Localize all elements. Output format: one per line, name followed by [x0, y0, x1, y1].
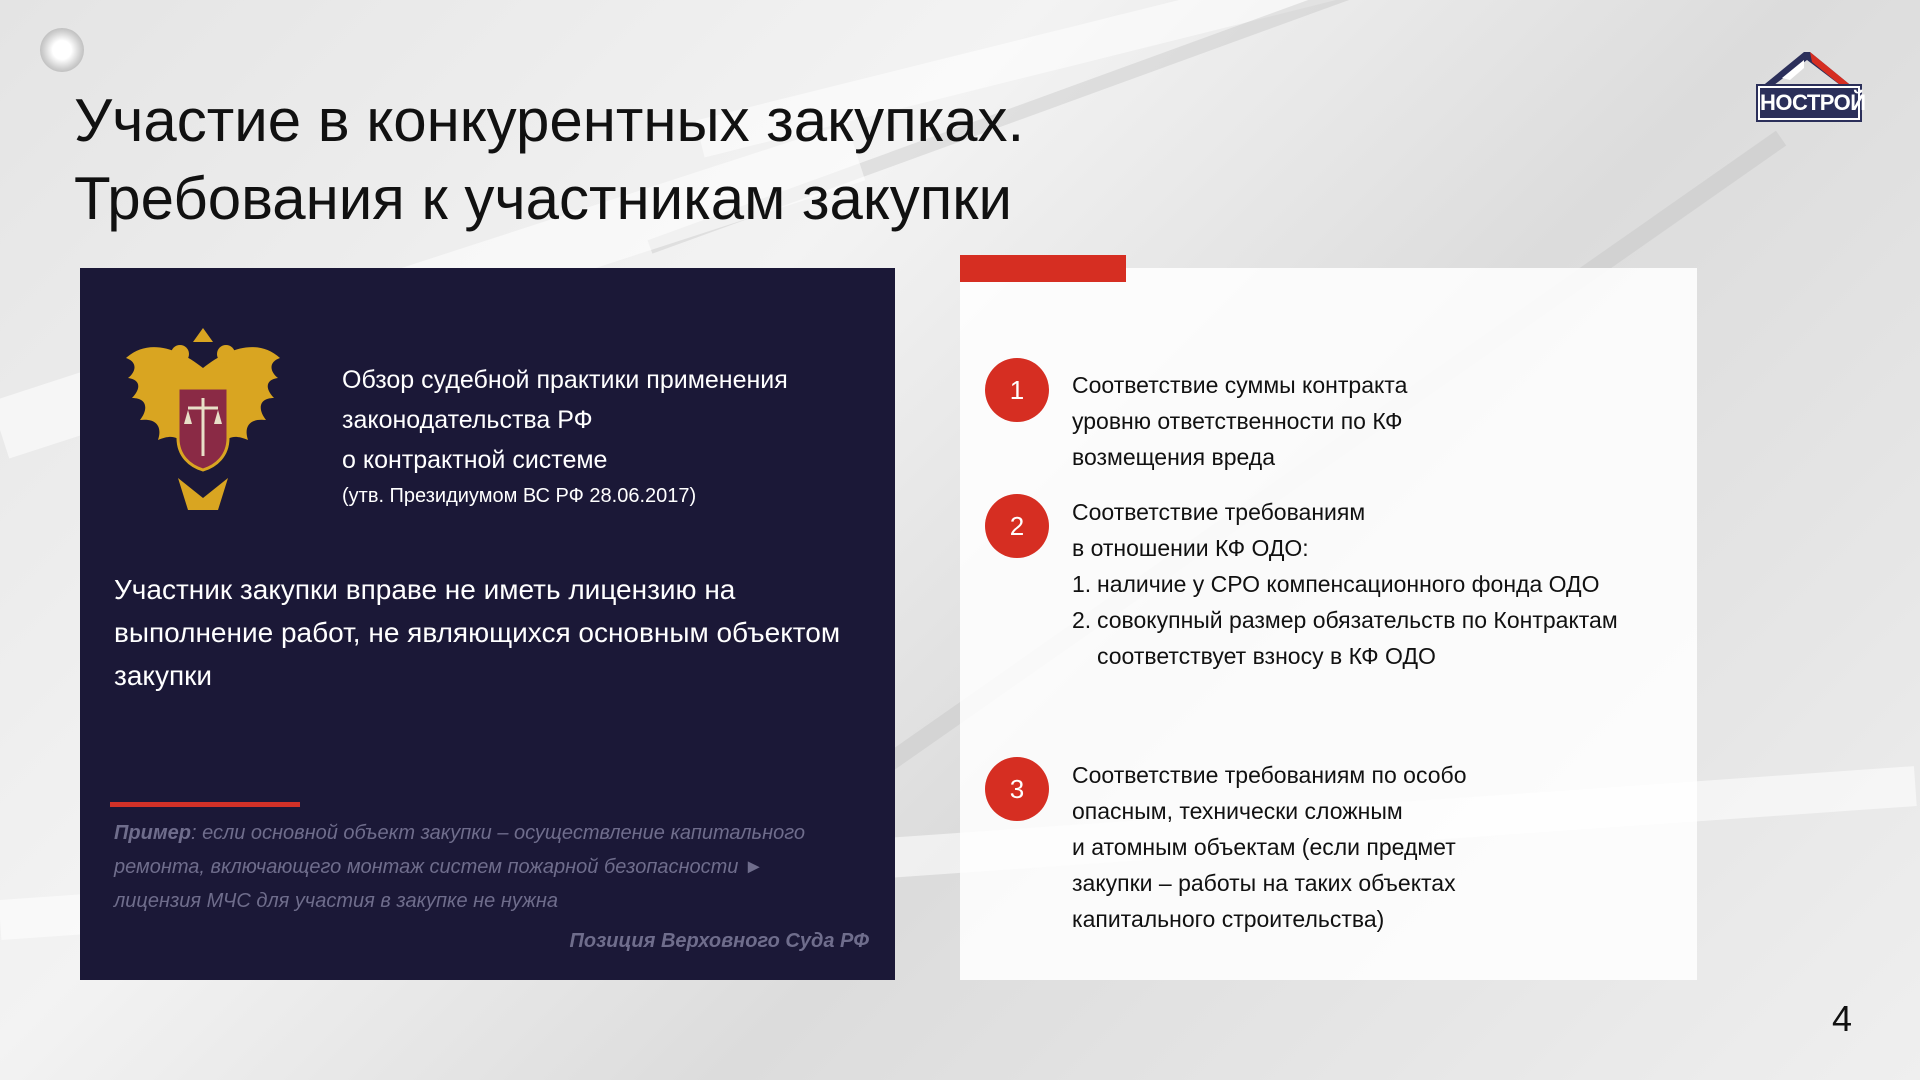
- example-body: : если основной объект закупки – осуществление капитального ремонта, включающего монтаж систем пожарной безопасности ► лицензия МЧС для участия в закупке не нужна: [114, 822, 805, 912]
- sub-number: 1.: [1072, 571, 1092, 597]
- requirement-line: возмещения вреда: [1072, 444, 1276, 470]
- logo-text: НОСТРОЙ: [1758, 86, 1860, 120]
- slide-title-line-1: Участие в конкурентных закупках.: [74, 87, 1025, 154]
- review-line: Обзор судебной практики применения: [342, 366, 788, 394]
- sub-text: наличие у СРО компенсационного фонда ОДО: [1097, 571, 1600, 597]
- supreme-court-position: Позиция Верховного Суда РФ: [569, 930, 869, 952]
- sub-text: совокупный размер обязательств по Контрактам соответствует взносу в КФ ОДО: [1097, 607, 1618, 669]
- review-approval-note: (утв. Президиумом ВС РФ 28.06.2017): [342, 485, 697, 507]
- red-accent-bar: [960, 255, 1126, 282]
- court-review-title: [342, 360, 788, 512]
- coat-of-arms-icon: [118, 328, 288, 510]
- number-badge-3: 3: [985, 757, 1049, 821]
- ceiling-lamp: [40, 28, 84, 72]
- sub-number: 2.: [1072, 607, 1092, 633]
- requirement-line: Соответствие суммы контракта: [1072, 372, 1408, 398]
- sub-requirement: [1072, 566, 1697, 602]
- review-line: законодательства РФ: [342, 406, 593, 434]
- review-line: о контрактной системе: [342, 446, 608, 474]
- requirement-3: [1072, 757, 1467, 937]
- example-text: [114, 816, 854, 918]
- requirements-panel: [960, 268, 1697, 980]
- requirement-1: [1072, 367, 1407, 475]
- page-number: 4: [1832, 998, 1853, 1039]
- requirement-line: капитального строительства): [1072, 906, 1385, 932]
- red-divider: [110, 802, 300, 807]
- requirement-line: уровню ответственности по КФ: [1072, 408, 1403, 434]
- nostroy-logo: [1752, 46, 1866, 128]
- slide-title-line-2: Требования к участникам закупки: [74, 165, 1013, 232]
- number-badge-1: 1: [985, 358, 1049, 422]
- court-practice-panel: [80, 268, 895, 980]
- example-label: Пример: [114, 822, 191, 844]
- requirement-2: [1072, 494, 1697, 674]
- requirement-line: и атомным объектам (если предмет: [1072, 834, 1456, 860]
- license-statement: Участник закупки вправе не иметь лицензию на выполнение работ, не являющихся основным объектом закупки: [114, 574, 841, 691]
- requirement-line: Соответствие требованиям: [1072, 499, 1366, 525]
- number-badge-2: 2: [985, 494, 1049, 558]
- requirement-line: опасным, технически сложным: [1072, 798, 1403, 824]
- requirement-line: Соответствие требованиям по особо: [1072, 762, 1467, 788]
- requirement-line: в отношении КФ ОДО:: [1072, 535, 1309, 561]
- slide-title: [74, 82, 1024, 238]
- requirement-line: закупки – работы на таких объектах: [1072, 870, 1456, 896]
- sub-requirement: [1072, 602, 1697, 674]
